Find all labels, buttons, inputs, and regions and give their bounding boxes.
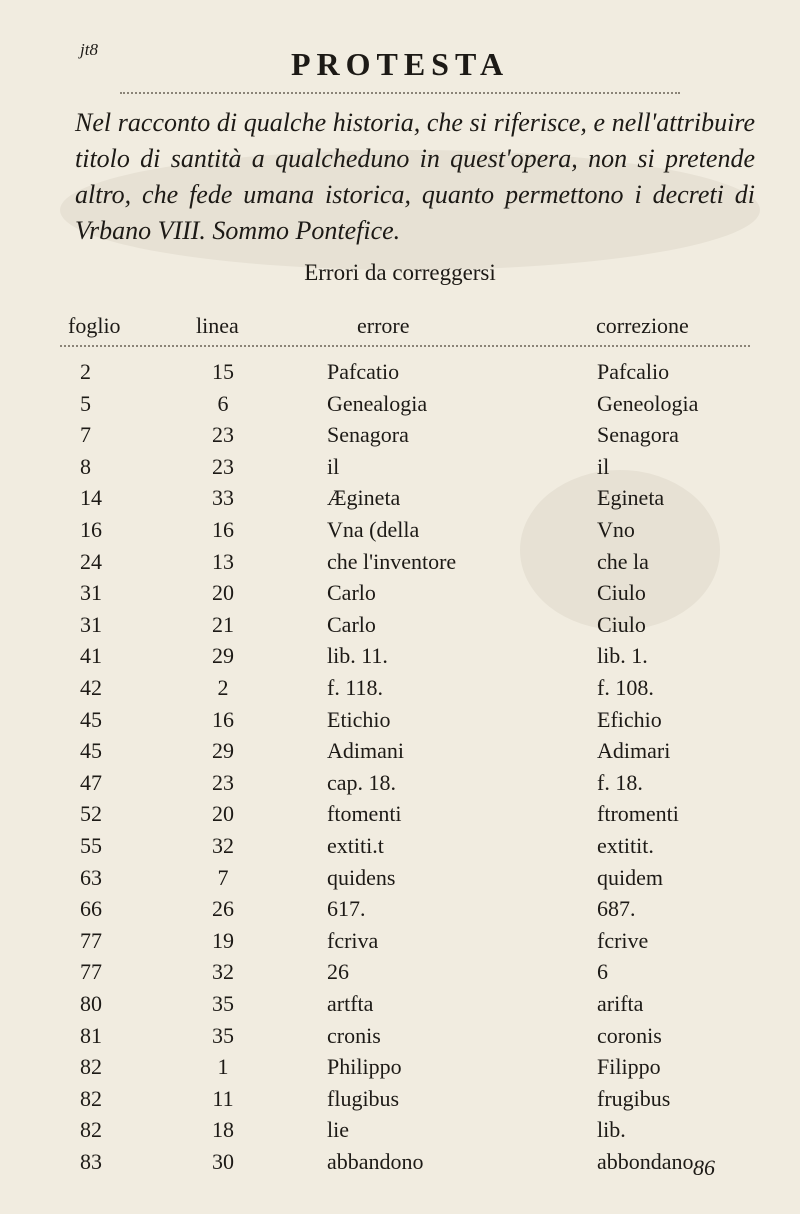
protest-paragraph: Nel racconto di qualche historia, che si riferisce, e nell'attribuire titolo di santità a qualcheduno in quest'opera, non si pretende altro, che fede umana istorica, quanto permettono i decreti di Vrbano VIII. Sommo Pontefice. [75,108,755,245]
cell-correzione: Efichio [597,706,662,732]
cell-linea: 18 [212,1117,234,1143]
cell-errore: Carlo [327,580,376,606]
table-row [0,513,800,546]
cell-errore: 617. [327,896,366,922]
cell-foglio: 82 [80,1054,102,1080]
table-row [0,1145,800,1178]
cell-errore: artfta [327,991,374,1016]
cell-foglio: 45 [80,706,102,732]
table-row [0,829,800,862]
cell-errore: Genealogia [327,390,428,416]
cell-foglio: 7 [80,422,91,448]
cell-linea: 33 [212,485,234,511]
cell-foglio: 77 [80,927,102,953]
cell-linea: 2 [217,675,229,700]
cell-foglio: 83 [80,1149,102,1174]
table-row [0,924,800,957]
cell-errore: cap. 18. [327,769,397,795]
table-row [0,987,800,1020]
cell-foglio: 31 [80,611,102,637]
table-row [0,703,800,736]
column-header-errore: errore [357,313,410,338]
cell-correzione: Geneologia [597,390,699,416]
cell-correzione: quidem [597,864,663,890]
cell-errore: Vna (della [327,517,420,542]
cell-correzione: Senagora [597,422,679,448]
cell-correzione: lib. 1. [597,643,648,669]
divider [60,345,750,349]
cell-foglio: 16 [80,517,102,542]
cell-linea: 30 [212,1149,234,1174]
cell-errore: Carlo [327,611,376,637]
cell-correzione: il [597,453,610,479]
cell-correzione: Ciulo [597,580,646,606]
cell-errore: Philippo [327,1054,402,1080]
cell-linea: 23 [212,769,234,795]
cell-foglio: 5 [80,390,91,416]
cell-foglio: 66 [80,896,102,922]
cell-foglio: 55 [80,833,102,858]
cell-linea: 35 [212,1022,234,1048]
cell-correzione: che la [597,548,649,574]
cell-errore: extiti.t [327,833,384,858]
cell-correzione: frugibus [597,1085,671,1111]
cell-correzione: arifta [597,991,644,1016]
cell-linea: 20 [212,580,234,606]
cell-foglio: 82 [80,1117,102,1143]
cell-errore: Adimani [327,738,404,764]
cell-foglio: 2 [80,359,91,384]
cell-foglio: 14 [80,485,102,511]
table-row [0,1113,800,1146]
divider [120,92,680,98]
cell-linea: 7 [217,864,229,890]
cell-foglio: 80 [80,991,102,1016]
cell-foglio: 42 [80,675,102,700]
table-row [0,671,800,704]
cell-linea: 32 [212,833,234,858]
cell-linea: 29 [212,643,234,669]
cell-correzione: 6 [597,959,608,985]
cell-linea: 23 [212,453,234,479]
cell-foglio: 8 [80,453,91,479]
cell-linea: 29 [212,738,234,764]
cell-foglio: 81 [80,1022,102,1048]
cell-foglio: 77 [80,959,102,985]
cell-correzione: coronis [597,1022,662,1048]
cell-linea: 15 [212,359,234,384]
corner-mark: jt8 [80,40,98,59]
cell-correzione: Egineta [597,485,665,511]
cell-linea: 1 [217,1054,229,1080]
cell-linea: 6 [217,390,229,416]
catchword: 86 [693,1155,715,1180]
table-row [0,1019,800,1052]
table-row [0,797,800,830]
cell-correzione: 687. [597,896,636,922]
cell-errore: 26 [327,959,349,985]
cell-linea: 19 [212,927,234,953]
table-row [0,355,800,388]
cell-linea: 26 [212,896,234,922]
cell-correzione: Adimari [597,738,671,764]
cell-correzione: fcrive [597,927,649,953]
cell-correzione: abbondano [597,1149,694,1174]
cell-linea: 16 [212,517,234,542]
table-row [0,450,800,483]
cell-linea: 20 [212,801,234,827]
cell-errore: fcriva [327,927,379,953]
cell-errore: lie [327,1117,349,1143]
cell-foglio: 31 [80,580,102,606]
cell-errore: quidens [327,864,396,890]
cell-errore: il [327,453,340,479]
column-header-correzione: correzione [596,313,689,338]
table-row [0,766,800,799]
cell-linea: 32 [212,959,234,985]
table-row [0,387,800,420]
cell-foglio: 24 [80,548,102,574]
cell-foglio: 52 [80,801,102,827]
cell-foglio: 82 [80,1085,102,1111]
cell-correzione: ftromenti [597,801,679,827]
table-row [0,545,800,578]
cell-linea: 21 [212,611,234,637]
cell-errore: Pafcatio [327,359,400,384]
table-row [0,734,800,767]
cell-errore: Senagora [327,422,409,448]
cell-errore: f. 118. [327,675,384,700]
table-row [0,639,800,672]
table-row [0,892,800,925]
cell-foglio: 41 [80,643,102,669]
errata-title: Errori da correggersi [304,260,496,285]
cell-errore: lib. 11. [327,643,388,669]
cell-errore: flugibus [327,1085,400,1111]
cell-errore: Ægineta [327,485,401,511]
cell-errore: abbandono [327,1149,424,1174]
table-row [0,576,800,609]
table-row [0,955,800,988]
cell-errore: cronis [327,1022,381,1048]
column-header-linea: linea [196,313,239,338]
table-row [0,861,800,894]
cell-linea: 35 [212,991,234,1016]
page-header: PROTESTA [290,46,510,82]
table-row [0,1050,800,1083]
table-row [0,481,800,514]
table-row [0,1082,800,1115]
column-header-foglio: foglio [68,313,121,338]
cell-correzione: extitit. [597,833,654,858]
cell-linea: 16 [212,706,234,732]
cell-foglio: 45 [80,738,102,764]
cell-correzione: Pafcalio [597,359,670,384]
table-row [0,608,800,641]
cell-correzione: Vno [597,517,635,542]
cell-foglio: 47 [80,769,102,795]
cell-errore: ftomenti [327,801,402,827]
cell-correzione: f. 18. [597,769,643,795]
cell-correzione: f. 108. [597,675,654,700]
cell-linea: 11 [212,1085,234,1111]
cell-errore: Etichio [327,706,391,732]
cell-linea: 13 [212,548,234,574]
cell-linea: 23 [212,422,234,448]
cell-correzione: lib. [597,1117,626,1143]
cell-foglio: 63 [80,864,102,890]
cell-correzione: Ciulo [597,611,646,637]
cell-correzione: Filippo [597,1054,661,1080]
cell-errore: che l'inventore [327,548,457,574]
table-row [0,418,800,451]
